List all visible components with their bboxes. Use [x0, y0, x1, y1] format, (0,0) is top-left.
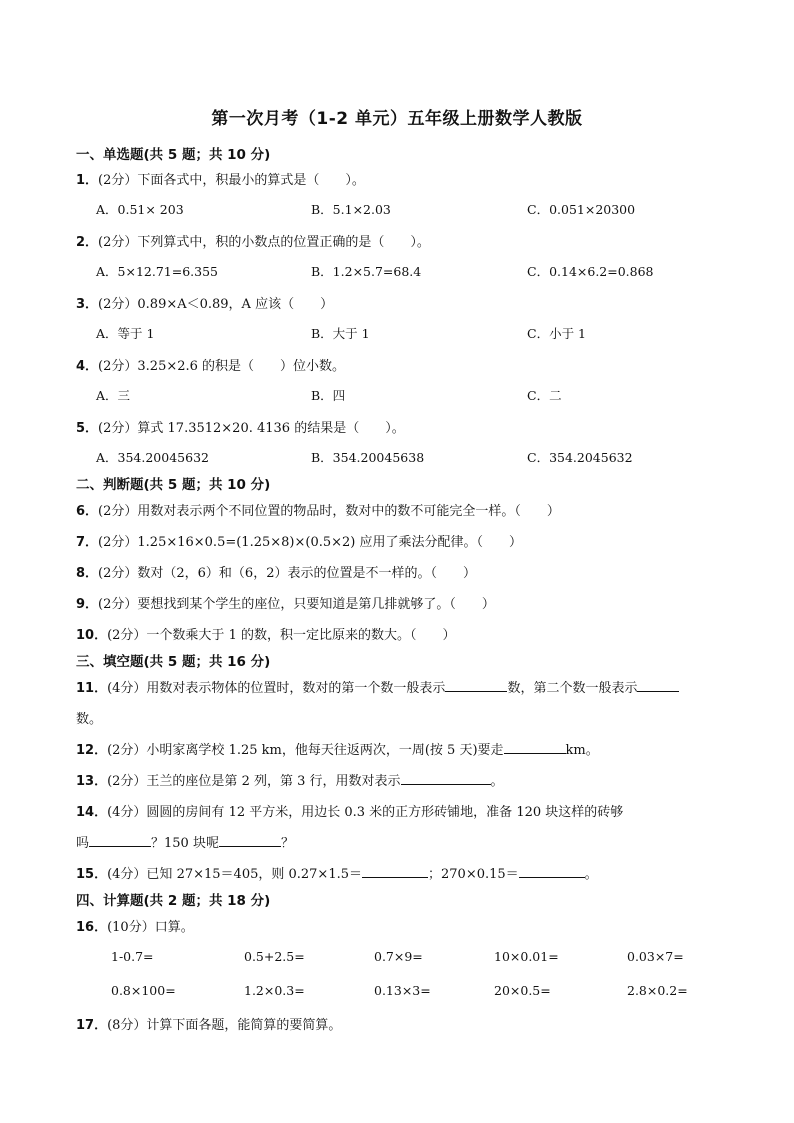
answer-blank[interactable] — [89, 833, 151, 847]
question-11-continued: 数。 — [76, 712, 103, 727]
answer-blank[interactable] — [519, 864, 585, 878]
q4-option-b: B．四 — [311, 388, 346, 403]
page-title: 第一次月考（1-2 单元）五年级上册数学人教版 — [211, 109, 583, 129]
section-heading-calculation: 四、计算题(共 2 题；共 18 分) — [76, 893, 271, 909]
question-9: 9．(2分）要想找到某个学生的座位，只要知道是第几排就够了。（ ） — [76, 597, 495, 612]
section-heading-fill-in: 三、填空题(共 5 题；共 16 分) — [76, 654, 271, 670]
question-14: 14．(4分）圆圆的房间有 12 平方米，用边长 0.3 米的正方形砖铺地，准备 120 块这样的砖够 — [76, 805, 624, 820]
q3-option-a: A．等于 1 — [96, 326, 155, 341]
answer-blank[interactable] — [504, 740, 566, 754]
mental-math-item: 0.8×100= — [111, 983, 176, 998]
question-15: 15．(4分）已知 27×15＝405，则 0.27×1.5＝ ；270×0.15＝ 。 — [76, 863, 598, 882]
mental-math-item: 0.7×9= — [374, 949, 423, 964]
mental-math-item: 0.13×3= — [374, 983, 431, 998]
mental-math-item: 20×0.5= — [494, 983, 551, 998]
question-11: 11．(4分）用数对表示物体的位置时，数对的第一个数一般表示 数，第二个数一般表示 — [76, 677, 679, 696]
question-7: 7．(2分）1.25×16×0.5=(1.25×8)×(0.5×2) 应用了乘法分配律。（ ） — [76, 535, 522, 550]
question-12: 12．(2分）小明家离学校 1.25 km，他每天往返两次，一周(按 5 天)要走 km。 — [76, 739, 599, 758]
mental-math-item: 0.5+2.5= — [244, 949, 305, 964]
q1-option-c: C．0.051×20300 — [527, 202, 636, 217]
q4-option-c: C．二 — [527, 388, 562, 403]
section-heading-single-choice: 一、单选题(共 5 题；共 10 分) — [76, 147, 271, 163]
question-16: 16．(10分）口算。 — [76, 920, 194, 935]
q2-option-c: C．0.14×6.2=0.868 — [527, 264, 654, 279]
question-8: 8．(2分）数对（2，6）和（6，2）表示的位置是不一样的。（ ） — [76, 566, 476, 581]
question-5: 5．(2分）算式 17.3512×20. 4136 的结果是（ ）。 — [76, 421, 405, 436]
q3-option-b: B．大于 1 — [311, 326, 370, 341]
question-3: 3．(2分）0.89×A＜0.89，A 应该（ ） — [76, 297, 334, 312]
answer-blank[interactable] — [362, 864, 428, 878]
mental-math-item: 0.03×7= — [627, 949, 684, 964]
question-2: 2．(2分）下列算式中，积的小数点的位置正确的是（ ）。 — [76, 235, 430, 250]
question-14-continued: 吗 ？150 块呢 ？ — [76, 832, 294, 851]
q2-option-b: B．1.2×5.7=68.4 — [311, 264, 422, 279]
q5-option-c: C．354.2045632 — [527, 450, 633, 465]
mental-math-item: 1.2×0.3= — [244, 983, 305, 998]
question-10: 10．(2分）一个数乘大于 1 的数，积一定比原来的数大。（ ） — [76, 628, 456, 643]
question-1: 1．(2分）下面各式中，积最小的算式是（ ）。 — [76, 173, 365, 188]
answer-blank[interactable] — [637, 678, 679, 692]
q5-option-b: B．354.20045638 — [311, 450, 425, 465]
question-13: 13．(2分）王兰的座位是第 2 列，第 3 行，用数对表示 。 — [76, 770, 504, 789]
q4-option-a: A．三 — [96, 388, 131, 403]
section-heading-true-false: 二、判断题(共 5 题；共 10 分) — [76, 477, 271, 493]
mental-math-item: 10×0.01= — [494, 949, 559, 964]
q2-option-a: A．5×12.71=6.355 — [96, 264, 218, 279]
mental-math-item: 2.8×0.2= — [627, 983, 688, 998]
question-6: 6．(2分）用数对表示两个不同位置的物品时，数对中的数不可能完全一样。（ ） — [76, 504, 560, 519]
q1-option-a: A．0.51× 203 — [96, 202, 184, 217]
q1-option-b: B．5.1×2.03 — [311, 202, 391, 217]
answer-blank[interactable] — [219, 833, 281, 847]
mental-math-item: 1-0.7= — [111, 949, 154, 964]
question-4: 4．(2分）3.25×2.6 的积是（ ）位小数。 — [76, 359, 346, 374]
q5-option-a: A．354.20045632 — [96, 450, 209, 465]
answer-blank[interactable] — [401, 771, 491, 785]
q3-option-c: C．小于 1 — [527, 326, 586, 341]
question-17: 17．(8分）计算下面各题，能简算的要简算。 — [76, 1018, 342, 1033]
answer-blank[interactable] — [445, 678, 507, 692]
